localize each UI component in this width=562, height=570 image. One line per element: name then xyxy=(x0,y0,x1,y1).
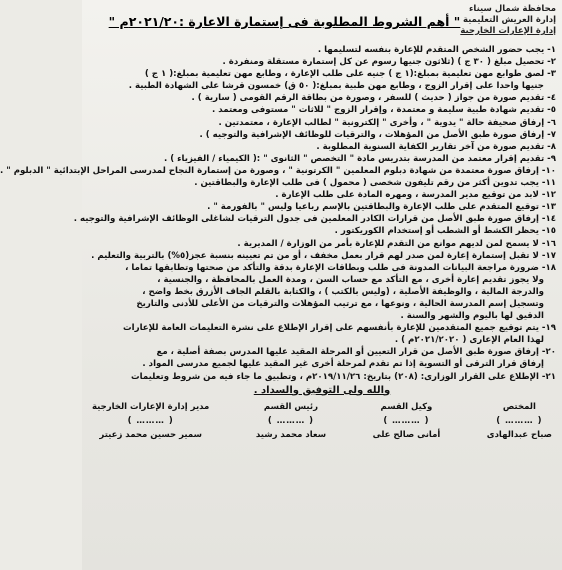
requirement-line: ٥- تقديم شهادة طبية سليمة و معتمدة ، وإقرار الزوج " للاثات " مستوفى ومعتمد . xyxy=(211,105,556,116)
requirement-line: ٦- إرفاق صحيفة حالة " يدوية " ، وأخرى " إلكترونية " لطالب الإعارة ، معتمدتين . xyxy=(218,117,556,128)
signature-dots: ( ……… ) xyxy=(383,415,430,426)
signature-block xyxy=(92,400,209,442)
signature-row xyxy=(88,400,556,442)
signature-name: سمير حسين محمد زعيتر xyxy=(99,429,202,440)
signature-title: المختص xyxy=(502,401,536,412)
requirement-line: ٣- لصق طوابع مهن تعليمية بمبلغ:(١ ج ) جنيه على طلب الإعارة ، وطابع مهن تعليمية بمبلغ:( ١ ج ) xyxy=(144,69,556,80)
requirement-line: والدرجة المالية ، والوظيفة الأصلية ، (وليس بالكتب ) ، والكتابة بالقلم الجاف الأزرق بخط واضح ، xyxy=(142,286,544,297)
signature-title: مدير إدارة الإعارات الخارجية xyxy=(92,401,210,412)
requirement-line: ١٣- توقيع المتقدم على طلب الإعارة والبطاقتين بالإسم رباعيا وليس " بالفورمة " . xyxy=(207,202,556,213)
requirement-line: وتسجيل إسم المدرسة الحالية ، ونوعها ، مع ترتيب المؤهلات والترقيات من الأعلى للأدنى والتاريخ xyxy=(136,298,544,309)
signature-name: صباح عبدالهادى xyxy=(486,429,552,440)
signature-block xyxy=(256,400,326,442)
requirement-line: ١- يجب حضور الشخص المتقدم للإعارة بنفسه لتسليمها . xyxy=(317,45,556,55)
requirement-line: ١٨- ضرورة مراجعة البيانات المدونة فى طلب وبطاقات الإعارة بدقة والتأكد من صحتها وتطابقها تماما ، xyxy=(125,262,556,273)
requirement-line: ١٦- لا يسمح لمن لديهم موانع من التقدم للإعارة بأمر من الوزارة / المديرية . xyxy=(237,238,556,249)
signature-dots: ( ……… ) xyxy=(496,415,543,426)
signature-dots: ( ……… ) xyxy=(267,415,315,426)
requirement-line: ١٢- لابد من توقيع مدير المدرسة ، ومهره المادة على طلب الإعارة . xyxy=(275,190,556,201)
signature-title: وكيل القسم xyxy=(380,401,433,412)
requirement-line: ٢١- الإطلاع على القرار الوزارى: (٢٠٨) بتاريخ: ٢٠١٩/١١/٢٦م ، وتطبيق ما جاء فيه من شروط وتعليمات xyxy=(131,371,556,382)
requirement-line: ٢- تحصيل مبلغ ( ٣٠ ج ) (ثلاثون جنيها رسوم عن كل إستمارة مستقلة ومنفردة . xyxy=(222,57,556,68)
office-line: محافظة شمال سيناء xyxy=(469,4,556,14)
requirement-line: ولا يجوز تقديم إعارة أخرى ، مع التأكد مع حساب السن ، ومدة العمل بالمحافظة ، والجنسية ، xyxy=(157,274,544,285)
requirement-line: ٨- تقديم صورة من آخر تقارير الكفاية السنوية المطلوبة . xyxy=(316,141,556,152)
signature-dots: ( ……… ) xyxy=(127,415,174,426)
document-title: " أهم الشروط المطلوبة فى إستمارة الاعارة :٢٠٢١/٢٠م " xyxy=(108,14,461,29)
signature-name: سعاد محمد رشيد xyxy=(255,429,327,440)
requirement-line: ١١- يجب تدوين أكثر من رقم تليفون شخصى ( محمول ) فى طلب الإعارة والبطاقتين . xyxy=(194,178,556,189)
requirement-line: جنيها واحدا على إقرار الزوج ، وطابع مهن طبية بمبلغ:( ٥٠ ق) خمسون قرشا على الشهادة الطبية . xyxy=(128,81,544,92)
requirement-line: ١٤- إرفاق صورة طبق الأصل من قرارات الكادر المعلمين فى جدول الترقيات لشاغلى الوظائف الإشرافية والتوجيه . xyxy=(73,214,556,225)
requirement-line: ٩- تقديم إقرار معتمد من المدرسة بتدريس مادة " التخصص " الثانوى " :( الكيمياء / الفيزياء ) . xyxy=(163,153,556,164)
office-block xyxy=(460,4,556,37)
office-line: إدارة العريش التعليمية xyxy=(462,15,556,25)
signature-name: أمانى صالح على xyxy=(372,429,441,440)
document-header xyxy=(88,4,556,44)
requirement-line: ١٥- يحظر الكشط أو الشطب أو إستخدام الكوريكتور . xyxy=(334,226,556,237)
requirement-line: ٧- إرفاق صورة طبق الأصل من المؤهلات ، والترقيات للوظائف الإشرافية والتوجيه ) . xyxy=(199,129,556,140)
requirement-line: ٤- تقديم صورة من جواز ( حديث ) للسفر ، وصورة من بطاقة الرقم القومى ( سارية ) . xyxy=(191,93,556,104)
requirement-line: ١٩- يتم توقيع جميع المتقدمين للإعارة بأنفسهم على إقرار الإطلاع على نشرة التعليمات العامة للإعارات xyxy=(123,323,556,334)
requirement-line: ٢٠- إرفاق صورة طبق الأصل من قرار التعيين أو المرحلة المقيد عليها المدرس بصفة أصلية ، مع xyxy=(156,347,556,358)
closing-line: والله ولى التوفيق والسداد . xyxy=(253,384,391,396)
requirement-line: ١٠- إرفاق صورة معتمدة من شهادة دبلوم المعلمين " الكرتونية " ، وصورة من إستمارة النجاح لمدرسى المراحل الإبتدائية " الدبلوم " . xyxy=(0,165,556,176)
requirement-line: لهذا العام الإعارى ( ٢٠٢١/٢٠٢٠م ) . xyxy=(394,335,544,346)
requirement-line: الدقيق لها باليوم والشهر والسنة . xyxy=(400,311,544,322)
requirement-line: ١٧- لا تقبل إستمارة إعارة لمن صدر لهم قرار بعمل مخفف ، أو من تم تعيينه بنسبة عجز(٥%) بالتربية والتعليم . xyxy=(91,250,556,261)
signature-block xyxy=(487,400,552,442)
signature-block xyxy=(373,400,441,442)
signature-title: رئيس القسم xyxy=(263,401,318,412)
requirements-list xyxy=(0,44,556,383)
requirement-line: إرفاق قرار الترقى أو التسوية إذا تم تقدم لمرحلة أخرى غير المقيد عليها لجميع مدرسى المواد . xyxy=(142,359,544,370)
office-line: إدارة الإعارات الخارجية xyxy=(460,26,556,36)
